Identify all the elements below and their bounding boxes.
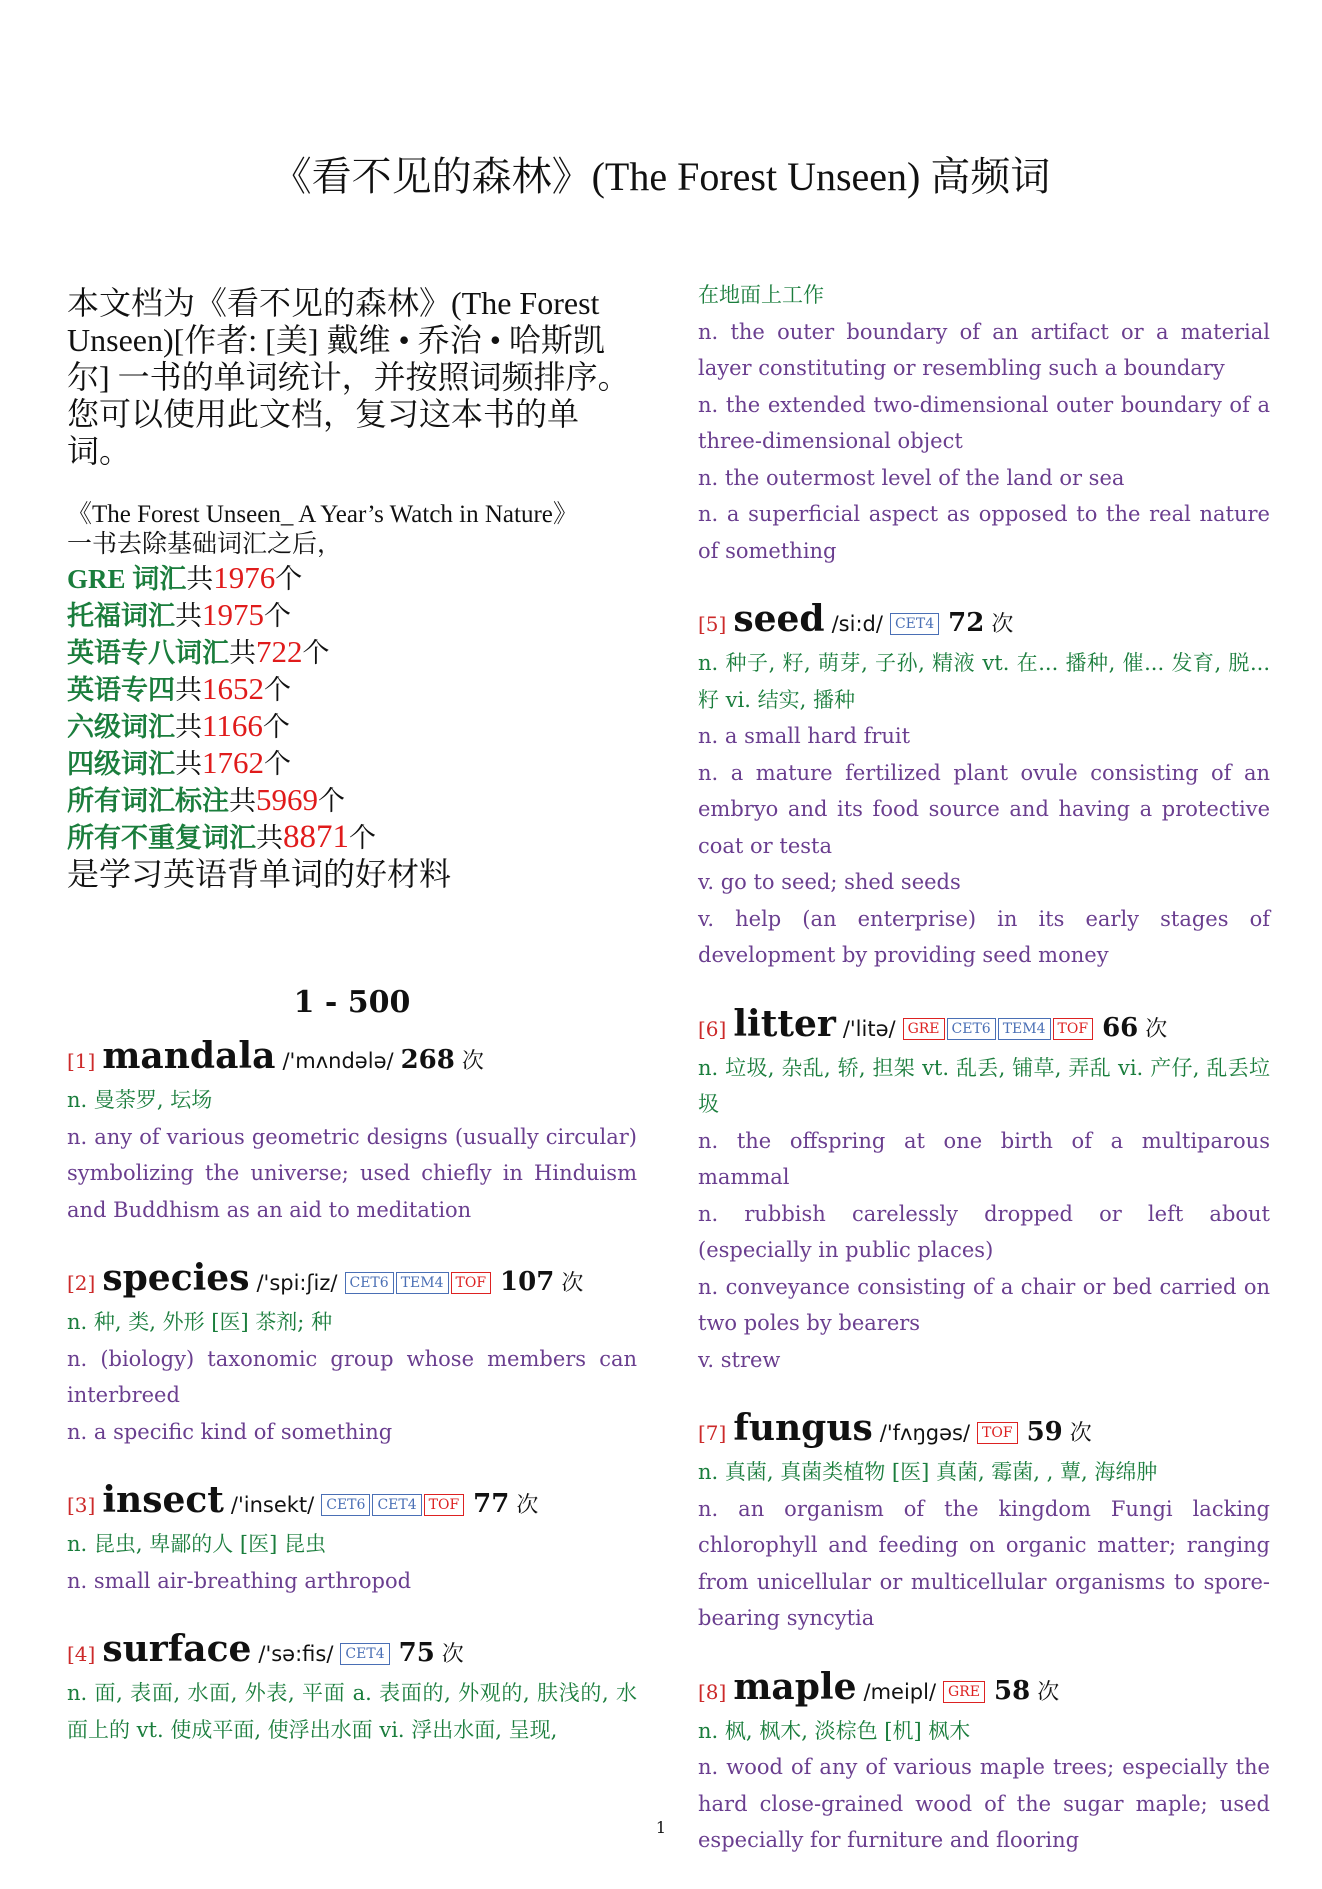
entry-headline bbox=[67, 1629, 637, 1675]
stat-count: 722 bbox=[256, 634, 303, 669]
count-unit: 次 bbox=[441, 1642, 464, 1667]
stat-count: 1166 bbox=[202, 708, 263, 743]
entry-headline bbox=[67, 1258, 637, 1304]
entry-index: [5] bbox=[698, 612, 727, 636]
entry-pronunciation: /'insekt/ bbox=[230, 1493, 315, 1517]
chinese-definition: n. 曼荼罗, 坛场 bbox=[67, 1088, 213, 1112]
stat-label: 四级词汇 bbox=[67, 749, 175, 779]
stat-connector: 共 bbox=[186, 564, 214, 594]
level-tag: TOF bbox=[451, 1272, 492, 1294]
count-unit: 次 bbox=[461, 1049, 484, 1074]
stat-row bbox=[67, 634, 637, 671]
level-tag: TEM4 bbox=[998, 1018, 1051, 1040]
chinese-definition: n. 种, 类, 外形 [医] 茶剂; 种 bbox=[67, 1310, 333, 1334]
left-entry-list bbox=[67, 1036, 637, 1748]
entry-index: [3] bbox=[67, 1493, 96, 1517]
entry-count: 72 bbox=[948, 608, 985, 638]
english-definition: v. go to seed; shed seeds bbox=[698, 870, 961, 894]
word-entry bbox=[698, 599, 1270, 974]
level-tag: CET6 bbox=[345, 1272, 394, 1294]
level-tag: CET4 bbox=[890, 613, 939, 635]
page-number: 1 bbox=[655, 1818, 667, 1837]
english-definition: n. the extended two-dimensional outer boundary of a three-dimensional object bbox=[698, 392, 1270, 453]
stat-connector: 共 bbox=[175, 601, 202, 631]
level-tag: GRE bbox=[903, 1018, 945, 1040]
english-definition: n. a small hard fruit bbox=[698, 724, 911, 748]
entry-index: [2] bbox=[67, 1271, 96, 1295]
stat-row bbox=[67, 782, 637, 819]
stat-row bbox=[67, 560, 637, 597]
count-unit: 次 bbox=[991, 612, 1014, 637]
entry-headline bbox=[698, 1667, 1270, 1713]
entry-index: [4] bbox=[67, 1642, 96, 1666]
book-name: 《The Forest Unseen_ A Year’s Watch in Nature》 bbox=[67, 501, 578, 528]
stat-row bbox=[67, 597, 637, 634]
word-entry bbox=[67, 1629, 637, 1748]
english-definition: n. the outer boundary of an artifact or a material layer constituting or resembling such a boundary bbox=[698, 319, 1270, 380]
entry-index: [6] bbox=[698, 1016, 727, 1041]
entry-word: mandala bbox=[102, 1035, 276, 1077]
entry-index: [1] bbox=[67, 1049, 96, 1073]
word-entry bbox=[698, 1004, 1270, 1379]
count-unit: 次 bbox=[516, 1493, 539, 1518]
entry-word: species bbox=[102, 1257, 250, 1299]
entry-headline bbox=[698, 1004, 1270, 1050]
stat-connector: 共 bbox=[229, 786, 256, 816]
stat-connector: 共 bbox=[175, 749, 202, 779]
entry-pronunciation: /'mʌndələ/ bbox=[282, 1049, 394, 1073]
right-column bbox=[698, 285, 1270, 1889]
english-definition: n. the offspring at one birth of a multiparous mammal bbox=[698, 1128, 1270, 1189]
book-summary bbox=[67, 500, 637, 560]
entry-word: surface bbox=[102, 1628, 252, 1670]
english-definition: n. an organism of the kingdom Fungi lacking chlorophyll and feeding on organic matter; ranging from unicellular or multicellular organisms to spore-bearing syncytia bbox=[698, 1496, 1270, 1630]
stat-label: 六级词汇 bbox=[67, 712, 175, 742]
stat-unit: 个 bbox=[264, 601, 291, 631]
stat-count: 1975 bbox=[202, 597, 264, 632]
english-definition: n. the outermost level of the land or sea bbox=[698, 465, 1125, 490]
entry-count: 268 bbox=[400, 1045, 455, 1075]
english-definition: n. a superficial aspect as opposed to the real nature of something bbox=[698, 502, 1270, 563]
intro-line-2: 您可以使用此文档，复习这本书的单词。 bbox=[67, 396, 580, 469]
level-tag: CET6 bbox=[947, 1018, 996, 1040]
count-unit: 次 bbox=[561, 1271, 584, 1296]
page-title: 《看不见的森林》(The Forest Unseen) 高频词 bbox=[271, 154, 1051, 199]
english-definition: n. (biology) taxonomic group whose members can interbreed bbox=[67, 1346, 637, 1407]
entry-count: 58 bbox=[994, 1675, 1031, 1706]
level-tag: GRE bbox=[943, 1681, 985, 1703]
level-tag: TEM4 bbox=[396, 1272, 449, 1294]
entry-word: maple bbox=[733, 1665, 857, 1708]
english-definition: n. a mature fertilized plant ovule consisting of an embryo and its food source and having a protective coat or testa bbox=[698, 760, 1270, 858]
english-definition: n. rubbish carelessly dropped or left about (especially in public places) bbox=[698, 1201, 1270, 1262]
level-tag: CET4 bbox=[340, 1643, 389, 1665]
level-tag: TOF bbox=[1053, 1018, 1094, 1040]
continued-entry bbox=[698, 277, 1270, 569]
stat-row bbox=[67, 819, 637, 856]
entry-pronunciation: /'litə/ bbox=[842, 1016, 896, 1041]
entry-count: 107 bbox=[500, 1267, 555, 1297]
entry-word: insect bbox=[102, 1479, 224, 1521]
word-entry bbox=[67, 1258, 637, 1450]
intro-line-1: 本文档为《看不见的森林》(The Forest Unseen)[作者: [美] 戴维 • 乔治 • 哈斯凯尔] 一书的单词统计，并按照词频排序。 bbox=[67, 285, 630, 395]
entry-word: fungus bbox=[733, 1407, 873, 1449]
english-definition: n. wood of any of various maple trees; especially the hard close-grained wood of the sugar maple; used especially for furniture and flooring bbox=[698, 1755, 1270, 1852]
english-definition: v. strew bbox=[698, 1347, 781, 1372]
level-tag: CET6 bbox=[321, 1494, 370, 1516]
stat-unit: 个 bbox=[264, 675, 291, 705]
stat-unit: 个 bbox=[264, 749, 291, 779]
stat-unit: 个 bbox=[275, 564, 303, 594]
entry-headline bbox=[67, 1036, 637, 1082]
chinese-definition: n. 种子, 籽, 萌芽, 子孙, 精液 vt. 在... 播种, 催... 发育, 脱... 籽 vi. 结实, 播种 bbox=[698, 651, 1270, 712]
range-heading: 1 - 500 bbox=[293, 985, 411, 1020]
entry-count: 59 bbox=[1026, 1417, 1063, 1447]
book-note: 一书去除基础词汇之后， bbox=[67, 531, 343, 558]
count-unit: 次 bbox=[1069, 1421, 1092, 1446]
stat-connector: 共 bbox=[256, 823, 283, 853]
english-definition: n. conveyance consisting of a chair or bed carried on two poles by bearers bbox=[698, 1274, 1270, 1335]
stat-count: 1976 bbox=[213, 560, 276, 595]
stat-connector: 共 bbox=[175, 712, 202, 742]
right-entry-list bbox=[698, 599, 1270, 1859]
left-column bbox=[67, 285, 637, 1778]
entry-count: 75 bbox=[398, 1638, 435, 1668]
stat-count: 1652 bbox=[202, 671, 264, 706]
entry-headline bbox=[698, 599, 1270, 645]
entry-word: litter bbox=[733, 1002, 836, 1045]
intro-text bbox=[67, 285, 637, 470]
entry-index: [8] bbox=[698, 1679, 727, 1704]
english-definition: n. any of various geometric designs (usually circular) symbolizing the universe; used chiefly in Hinduism and Buddhism as an aid to meditation bbox=[67, 1124, 637, 1222]
count-unit: 次 bbox=[1145, 1016, 1168, 1042]
level-tag: TOF bbox=[977, 1422, 1018, 1444]
english-definition: n. small air-breathing arthropod bbox=[67, 1568, 412, 1593]
entry-headline bbox=[698, 1408, 1270, 1454]
entry-headline bbox=[67, 1480, 637, 1526]
stat-connector: 共 bbox=[175, 675, 202, 705]
stat-label: 托福词汇 bbox=[67, 601, 175, 631]
stat-connector: 共 bbox=[229, 638, 256, 668]
entry-pronunciation: /'sə:fis/ bbox=[258, 1642, 334, 1666]
entry-pronunciation: /si:d/ bbox=[831, 612, 883, 636]
level-tag: TOF bbox=[424, 1494, 465, 1516]
entry-pronunciation: /'fʌŋgəs/ bbox=[879, 1421, 971, 1445]
stat-label: 英语专八词汇 bbox=[67, 638, 229, 668]
english-definition: v. help (an enterprise) in its early stages of development by providing seed money bbox=[698, 906, 1270, 967]
entry-word: seed bbox=[733, 598, 825, 640]
stat-unit: 个 bbox=[302, 638, 330, 668]
stat-label: 英语专四 bbox=[67, 675, 175, 705]
continued-chinese: 在地面上工作 bbox=[698, 283, 824, 307]
chinese-definition: n. 枫, 枫木, 淡棕色 [机] 枫木 bbox=[698, 1718, 971, 1743]
entry-index: [7] bbox=[698, 1421, 727, 1445]
entry-count: 77 bbox=[473, 1489, 510, 1519]
word-entry bbox=[67, 1036, 637, 1228]
continued-definitions bbox=[698, 314, 1270, 570]
chinese-definition: n. 真菌, 真菌类植物 [医] 真菌, 霉菌, , 蕈, 海绵肿 bbox=[698, 1460, 1158, 1484]
word-entry bbox=[67, 1480, 637, 1599]
stat-unit: 个 bbox=[318, 786, 345, 816]
stat-label: 所有词汇标注 bbox=[67, 786, 229, 816]
stat-count: 1762 bbox=[202, 745, 264, 780]
entry-pronunciation: /'spi:ʃiz/ bbox=[256, 1271, 338, 1295]
stat-row bbox=[67, 671, 637, 708]
chinese-definition: n. 昆虫, 卑鄙的人 [医] 昆虫 bbox=[67, 1532, 326, 1556]
word-entry bbox=[698, 1408, 1270, 1637]
level-tag: CET4 bbox=[372, 1494, 421, 1516]
english-definition: n. a specific kind of something bbox=[67, 1419, 393, 1444]
chinese-definition: n. 垃圾, 杂乱, 轿, 担架 vt. 乱丢, 铺草, 弄乱 vi. 产仔, 乱丢垃圾 bbox=[698, 1055, 1270, 1116]
stat-count: 5969 bbox=[256, 782, 318, 817]
chinese-definition: n. 面, 表面, 水面, 外表, 平面 a. 表面的, 外观的, 肤浅的, 水面上的 vt. 使成平面, 使浮出水面 vi. 浮出水面, 呈现, bbox=[67, 1681, 637, 1742]
closing-text: 是学习英语背单词的好材料 bbox=[67, 856, 452, 892]
stat-count: 8871 bbox=[283, 819, 349, 855]
entry-count: 66 bbox=[1102, 1012, 1139, 1043]
stat-unit: 个 bbox=[349, 823, 376, 853]
vocabulary-stats bbox=[67, 560, 637, 856]
stat-row bbox=[67, 708, 637, 745]
stat-unit: 个 bbox=[262, 712, 290, 742]
count-unit: 次 bbox=[1037, 1679, 1060, 1705]
stat-label: 所有不重复词汇 bbox=[67, 823, 256, 853]
stat-row bbox=[67, 745, 637, 782]
entry-pronunciation: /meipl/ bbox=[863, 1679, 937, 1704]
stat-label: GRE 词汇 bbox=[67, 564, 187, 594]
